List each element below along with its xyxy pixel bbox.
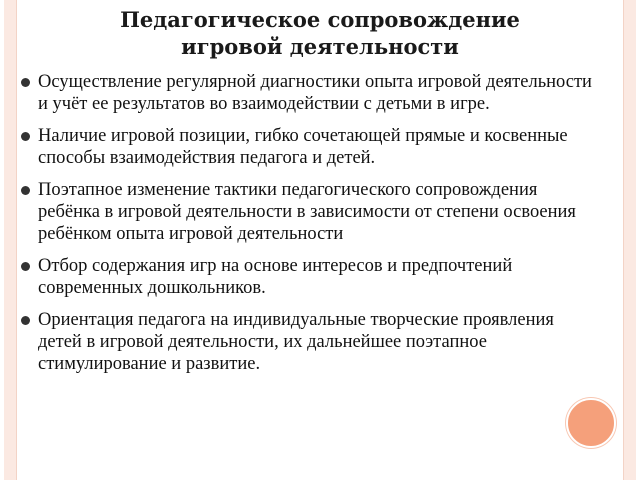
bullet-dot-icon [21,316,30,325]
bullet-dot-icon [21,78,30,87]
slide-title [24,6,616,60]
title-line-1: Педагогическое сопровождение [120,7,520,32]
bullet-list [20,71,602,385]
bullet-text: Поэтапное изменение тактики педагогического сопровождения ребёнка в игровой деятельности в зависимости от степени освоения ребёнком опыта игровой деятельности [38,180,576,244]
title-line-2: игровой деятельности [181,34,459,59]
bullet-item [20,179,602,245]
bullet-text: Осуществление регулярной диагностики опыта игровой деятельности и учёт ее результатов во взаимодействии с детьми в игре. [38,72,592,114]
bullet-item [20,309,602,375]
right-border-strip [623,0,636,480]
bullet-text: Отбор содержания игр на основе интересов и предпочтений современных дошкольников. [38,256,513,298]
decorative-circle-icon [566,398,616,448]
bullet-dot-icon [21,262,30,271]
bullet-dot-icon [21,132,30,141]
bullet-text: Ориентация педагога на индивидуальные творческие проявления детей в игровой деятельности, их дальнейшее поэтапное стимулирование и развитие. [38,310,554,374]
bullet-item [20,71,602,115]
bullet-text: Наличие игровой позиции, гибко сочетающей прямые и косвенные способы взаимодействия педагога и детей. [38,126,568,168]
left-border-strip [4,0,17,480]
bullet-item [20,125,602,169]
bullet-dot-icon [21,186,30,195]
bullet-item [20,255,602,299]
